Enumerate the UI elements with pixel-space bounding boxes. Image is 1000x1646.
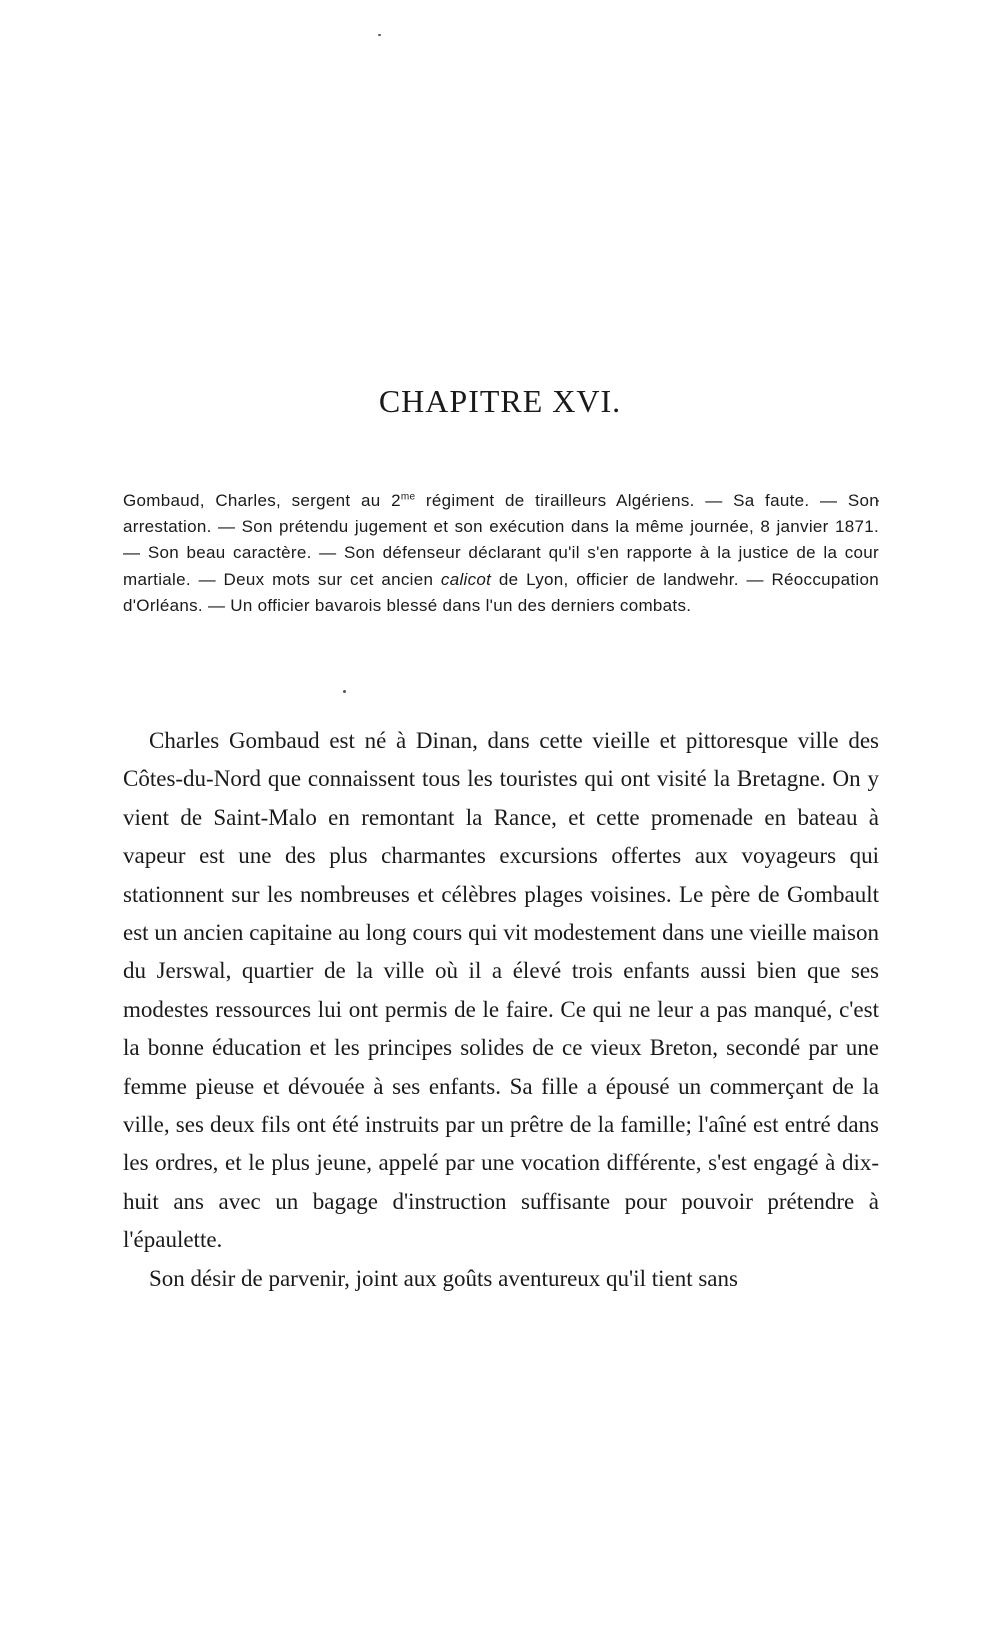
scan-speck <box>378 34 381 36</box>
summary-text-part2: régiment de tirailleurs Algériens. — Sa faute. — Son arrestation. — Son prétendu jugement et son exécution dans la même journée, 8 janvier 1871. — Son beau caractère. — Son défenseur déclarant qu'il s'en rapporte à la justice de la cour martiale. — Deux mots sur cet ancien <box>123 491 879 589</box>
scan-speck <box>343 690 346 693</box>
summary-italic-word: calicot <box>440 569 492 589</box>
body-paragraph: Son désir de parvenir, joint aux goûts aventureux qu'il tient sans <box>149 1265 738 1291</box>
body-text <box>123 722 879 1298</box>
chapter-title: CHAPITRE XVI. <box>378 383 622 419</box>
summary-superscript: me <box>400 491 416 503</box>
summary-text-part1: Gombaud, Charles, sergent au 2 <box>123 491 401 510</box>
chapter-summary <box>123 488 879 619</box>
body-paragraph: Charles Gombaud est né à Dinan, dans cette vieille et pittoresque ville des Côtes-du-Nord que connaissent tous les touristes qui ont visité la Bretagne. On y vient de Saint-Malo en remontant la Rance, et cette promenade en bateau à vapeur est une des plus charmantes excursions offertes aux voyageurs qui stationnent sur les nombreuses et célèbres plages voisines. Le père de Gombault est un ancien capitaine au long cours qui vit modestement dans une vieille maison du Jerswal, quartier de la ville où il a élevé trois enfants aussi bien que ses modestes ressources lui ont permis de le faire. Ce qui ne leur a pas manqué, c'est la bonne éducation et les principes solides de ce vieux Breton, secondé par une femme pieuse et dévouée à ses enfants. Sa fille a épousé un commerçant de la ville, ses deux fils ont été instruits par un prêtre de la famille; l'aîné est entré dans les ordres, et le plus jeune, appelé par une vocation différente, s'est engagé à dix-huit ans avec un bagage d'instruction suffisante pour pouvoir prétendre à l'épaulette. <box>123 728 879 1253</box>
summary-text-part3: de Lyon, officier de landwehr. — Réoccupation d'Orléans. — Un officier bavarois blessé dans l'un des derniers combats. <box>123 569 879 615</box>
